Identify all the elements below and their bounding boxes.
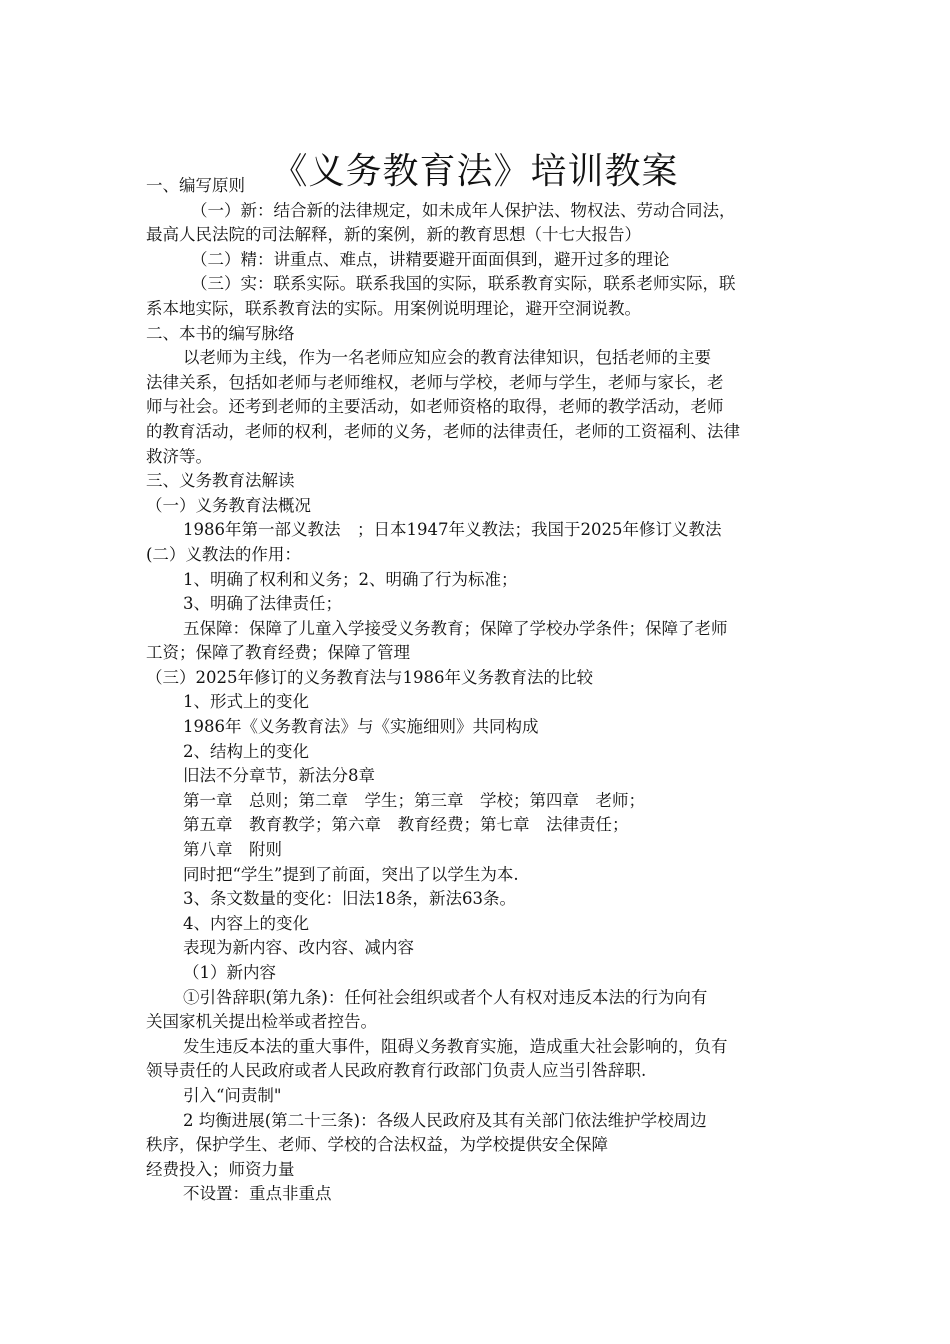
text-line: 最高人民法院的司法解释，新的案例，新的教育思想（十七大报告） (146, 225, 641, 245)
text-line: 第八章 附则 (183, 840, 282, 860)
text-line: 五保障：保障了儿童入学接受义务教育；保障了学校办学条件；保障了老师 (183, 618, 728, 638)
text-line: 1、明确了权利和义务；2、明确了行为标准； (183, 569, 518, 589)
text-line: （1）新内容 (183, 963, 276, 982)
text-line: 系本地实际，联系教育法的实际。用案例说明理论，避开空洞说教。 (146, 298, 641, 318)
document-title: 《义务教育法》培训教案 (271, 151, 679, 193)
text-line: 第一章 总则；第二章 学生；第三章 学校；第四章 老师； (183, 790, 645, 810)
text-line: 经费投入；师资力量 (146, 1159, 295, 1179)
text-line: 2、结构上的变化 (183, 741, 309, 761)
text-line: 引入“问责制" (183, 1085, 282, 1105)
text-line: 秩序，保护学生、老师、学校的合法权益，为学校提供安全保障 (146, 1135, 608, 1155)
text-line: (二）义教法的作用： (146, 544, 301, 564)
text-line: 师与社会。还考到老师的主要活动，如老师资格的取得，老师的教学活动，老师 (146, 397, 724, 417)
text-line: 领导责任的人民政府或者人民政府教育行政部门负责人应当引咎辞职. (146, 1061, 647, 1081)
document-body (146, 174, 811, 1207)
text-line: 同时把“学生”提到了前面，突出了以学生为本. (183, 864, 519, 884)
text-line: 关国家机关提出检举或者控告。 (146, 1012, 377, 1032)
text-line: 旧法不分章节，新法分8章 (183, 766, 375, 786)
text-line: （三）2025年修订的义务教育法与1986年义务教育法的比较 (146, 667, 593, 687)
text-line: 3、条文数量的变化：旧法18条，新法63条。 (183, 889, 516, 909)
text-line: ①引咎辞职(第九条)：任何社会组织或者个人有权对违反本法的行为向有 (183, 987, 708, 1007)
text-line: （二）精：讲重点、难点，讲精要避开面面俱到，避开过多的理论 (191, 249, 670, 269)
text-line: 1986年《义务教育法》与《实施细则》共同构成 (183, 717, 539, 737)
text-line: 法律关系，包括如老师与老师维权，老师与学校，老师与学生，老师与家长，老 (146, 372, 724, 392)
text-line: 的教育活动，老师的权利，老师的义务，老师的法律责任，老师的工资福利、法律 (146, 421, 740, 441)
text-line: 三、义务教育法解读 (146, 471, 295, 491)
text-line: 第五章 教育教学；第六章 教育经费；第七章 法律责任； (183, 815, 629, 835)
text-line: （三）实：联系实际。联系我国的实际，联系教育实际，联系老师实际，联 (191, 274, 736, 294)
text-line: 2 均衡进展(第二十三条)：各级人民政府及其有关部门依法维护学校周边 (183, 1110, 707, 1130)
text-line: 不设置：重点非重点 (183, 1184, 332, 1204)
text-line: 1、形式上的变化 (183, 692, 309, 712)
text-line: （一）义务教育法概况 (146, 495, 311, 515)
text-line: 一、编写原则 (146, 176, 245, 195)
text-line: 二、本书的编写脉络 (146, 323, 295, 343)
text-line: 3、明确了法律责任； (183, 594, 342, 614)
text-line: 以老师为主线，作为一名老师应知应会的教育法律知识，包括老师的主要 (183, 348, 711, 368)
text-line: 4、内容上的变化 (183, 913, 309, 933)
text-line: 救济等。 (146, 446, 212, 466)
text-line: 工资；保障了教育经费；保障了管理 (146, 643, 410, 663)
text-line: （一）新：结合新的法律规定，如未成年人保护法、物权法、劳动合同法， (191, 200, 736, 220)
text-line: 1986年第一部义教法 ；日本1947年义教法；我国于2025年修订义教法 (183, 520, 722, 540)
text-line: 发生违反本法的重大事件，阻碍义务教育实施，造成重大社会影响的，负有 (183, 1036, 728, 1056)
text-line: 表现为新内容、改内容、减内容 (183, 938, 414, 958)
